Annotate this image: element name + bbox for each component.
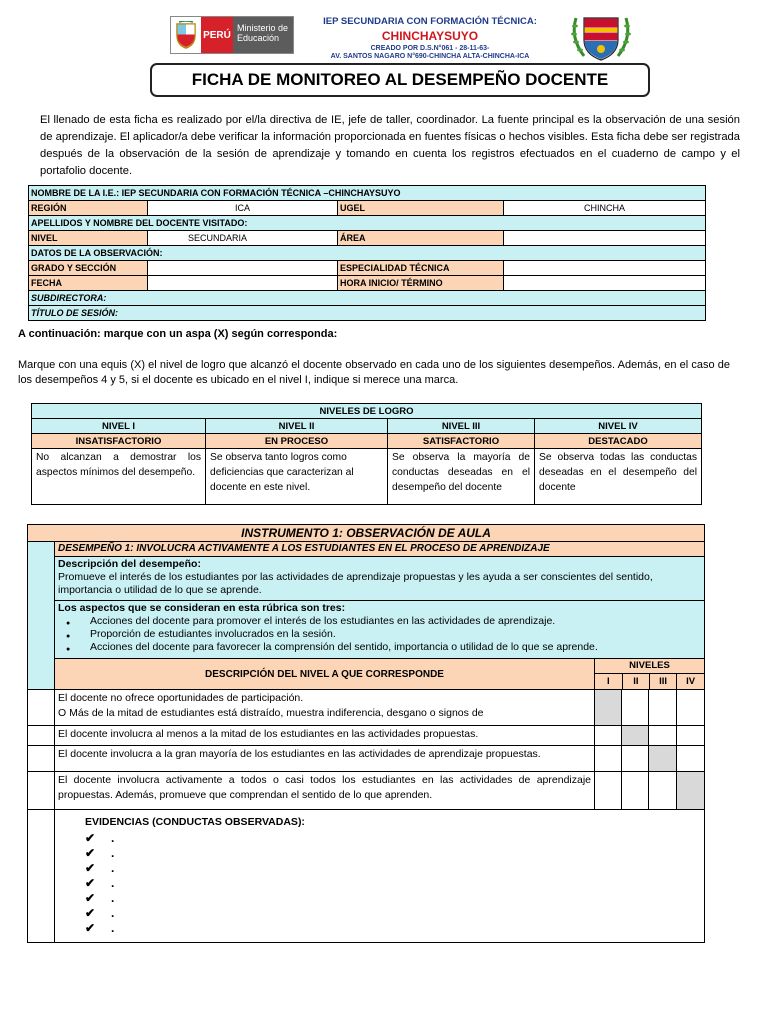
level-row-2-mark-i[interactable] (595, 726, 622, 746)
level-2-name: EN PROCESO (206, 434, 388, 449)
check-icon: ✔ (85, 905, 96, 920)
docente-label[interactable]: APELLIDOS Y NOMBRE DEL DOCENTE VISITADO: (29, 216, 706, 231)
desc-nivel-header: DESCRIPCIÓN DEL NIVEL A QUE CORRESPONDE (55, 659, 595, 690)
level-row-3-mark-ii[interactable] (622, 746, 649, 772)
hora-label: HORA INICIO/ TÉRMINO (338, 276, 504, 291)
peru-label: PERÚ (201, 17, 233, 53)
area-label: ÁREA (338, 231, 504, 246)
side-cell (28, 542, 55, 690)
level-4-name: DESTACADO (535, 434, 702, 449)
fecha-value[interactable] (148, 276, 338, 291)
aspects-block (55, 601, 705, 659)
fecha-label: FECHA (29, 276, 148, 291)
description-text: Promueve el interés de los estudiantes por las actividades de aprendizaje propuestas y les ayuda a ser conscientes del sentido, importancia o utilidad de lo que se aprende. (58, 571, 653, 596)
subdirectora-label[interactable]: SUBDIRECTORA: (29, 291, 706, 306)
level-row-1-mark-i[interactable] (595, 690, 622, 726)
description-block (55, 557, 705, 601)
check-icon: ✔ (85, 845, 96, 860)
level-row-1-mark-iii[interactable] (649, 690, 677, 726)
check-icon: ✔ (85, 920, 96, 935)
school-line1: IEP SECUNDARIA CON FORMACIÓN TÉCNICA: (323, 16, 537, 27)
aspect-item: ● Proporción de estudiantes involucrados en la sesión. (66, 628, 701, 641)
level-row-4-mark-iii[interactable] (649, 772, 677, 810)
nivel-col-i: I (595, 673, 622, 689)
nivel-col-iv: IV (677, 673, 704, 689)
aspects-label: Los aspectos que se consideran en esta rúbrica son tres: (58, 602, 346, 614)
region-label: REGIÓN (29, 201, 148, 216)
level-3-name: SATISFACTORIO (388, 434, 535, 449)
level-row-4-desc: El docente involucra activamente a todos o casi todos los estudiantes en las actividades de aprendizaje propuestas. Además, promueve que comprendan el sentido de lo que aprenden. (55, 772, 595, 810)
niveles-header-block (595, 659, 705, 690)
nivel-col-ii: II (622, 673, 649, 689)
level-1-name: INSATISFACTORIO (32, 434, 206, 449)
nivel-col-iii: III (650, 673, 677, 689)
instruction-paragraph: Marque con una equis (X) el nivel de logro que alcanzó el docente observado en cada uno de los siguientes desempeños. Además, en el caso de los desempeños 4 y 5, si el docente es ubicado en el nivel I, indique si merece una marca. (18, 359, 730, 386)
intro-paragraph: El llenado de esta ficha es realizado por el/la directiva de IE, jefe de taller, coordinador. La fuente principal es la observación de una sesión de aprendizaje. El aplicador/a debe verificar la información proporcionada en fuentes físicas o hechos visibles. Esta ficha debe ser registrada después de la observación de la sesión de aprendizaje y tomando en cuenta los registros efectuados en el cuaderno de campo y el portafolio docente. (40, 114, 740, 177)
level-row-3-mark-iii[interactable] (649, 746, 677, 772)
check-icon: ✔ (85, 890, 96, 905)
check-item[interactable]: ✔ . (85, 905, 115, 920)
datos-label: DATOS DE LA OBSERVACIÓN: (29, 246, 706, 261)
evidence-block[interactable] (55, 810, 705, 943)
hora-value[interactable] (504, 276, 706, 291)
ugel-value[interactable]: CHINCHA (504, 201, 706, 216)
row-num-cell (28, 726, 55, 746)
ministry-label: Ministerio de Educación (233, 17, 293, 53)
titulo-sesion-label[interactable]: TÍTULO DE SESIÓN: (29, 306, 706, 321)
ie-name-label: NOMBRE DE LA I.E.: IEP SECUNDARIA CON FORMACIÓN TÉCNICA –CHINCHAYSUYO (29, 186, 706, 201)
level-3-title: NIVEL III (388, 419, 535, 434)
level-row-2-mark-iv[interactable] (677, 726, 705, 746)
level-row-4-mark-ii[interactable] (622, 772, 649, 810)
level-row-1-desc: El docente no ofrece oportunidades de participación. O Más de la mitad de estudiantes está distraído, muestra indiferencia, desgano o signos de (55, 690, 595, 726)
check-item[interactable]: ✔ . (85, 890, 115, 905)
level-1-title: NIVEL I (32, 419, 206, 434)
aspect-item: ● Acciones del docente para promover el interés de los estudiantes en las actividades de aprendizaje. (66, 615, 701, 628)
check-item[interactable]: ✔ . (85, 860, 115, 875)
check-item[interactable]: ✔ . (85, 920, 115, 935)
check-item[interactable]: ✔ . (85, 830, 115, 845)
row-num-cell (28, 690, 55, 726)
row-num-cell (28, 772, 55, 810)
description-label: Descripción del desempeño: (58, 558, 201, 570)
check-icon: ✔ (85, 830, 96, 845)
level-4-title: NIVEL IV (535, 419, 702, 434)
level-row-4-mark-iv[interactable] (677, 772, 705, 810)
level-2-title: NIVEL II (206, 419, 388, 434)
level-3-desc: Se observa la mayoría de conductas deseadas en el desempeño del docente (388, 449, 535, 505)
level-row-2-mark-iii[interactable] (649, 726, 677, 746)
check-icon: ✔ (85, 875, 96, 890)
row-num-cell (28, 746, 55, 772)
level-row-3-mark-i[interactable] (595, 746, 622, 772)
level-1-desc: No alcanzan a demostrar los aspectos mínimos del desempeño. (32, 449, 206, 505)
level-row-2-desc: El docente involucra al menos a la mitad de los estudiantes en las actividades propuestas. (55, 726, 595, 746)
school-name: CHINCHAYSUYO (381, 29, 479, 43)
especialidad-label: ESPECIALIDAD TÉCNICA (338, 261, 504, 276)
evidence-side-cell (28, 810, 55, 943)
level-row-1-mark-iv[interactable] (677, 690, 705, 726)
level-2-desc: Se observa tanto logros como deficiencias que caracterizan al docente en este nivel. (206, 449, 388, 505)
page-header (0, 0, 768, 62)
area-value[interactable] (504, 231, 706, 246)
instrument-title: INSTRUMENTO 1: OBSERVACIÓN DE AULA (28, 525, 705, 542)
niveles-header: NIVELES (595, 659, 704, 673)
level-row-3-mark-iv[interactable] (677, 746, 705, 772)
nivel-value[interactable]: SECUNDARIA (148, 231, 338, 246)
level-row-3-desc: El docente involucra a la gran mayoría de los estudiantes en las actividades de aprendizaje propuestas. (55, 746, 595, 772)
level-4-desc: Se observa todas las conductas deseadas en el desempeño del docente (535, 449, 702, 505)
info-table (28, 185, 706, 321)
grado-label: GRADO Y SECCIÓN (29, 261, 148, 276)
school-decree: CREADO POR D.S.N°061 - 28-11-63- (370, 45, 490, 52)
levels-table (31, 403, 702, 505)
nivel-label: NIVEL (29, 231, 148, 246)
check-icon: ✔ (85, 860, 96, 875)
instrument-table (27, 524, 705, 943)
aspect-item: ● Acciones del docente para favorecer la comprensión del sentido, importancia o utilidad de lo que se aprende. (66, 641, 701, 654)
region-value[interactable]: ICA (148, 201, 338, 216)
desempeno-title: DESEMPEÑO 1: INVOLUCRA ACTIVAMENTE A LOS ESTUDIANTES EN EL PROCESO DE APRENDIZAJE (55, 542, 705, 557)
aspects-list (58, 615, 701, 654)
instruction-heading: A continuación: marque con un aspa (X) según corresponda: (18, 328, 338, 340)
page-title: FICHA DE MONITOREO AL DESEMPEÑO DOCENTE (150, 63, 650, 97)
level-row-2-mark-ii[interactable] (622, 726, 649, 746)
check-item[interactable]: ✔ . (85, 845, 115, 860)
level-row-1-mark-ii[interactable] (622, 690, 649, 726)
school-info (300, 16, 560, 60)
check-item[interactable]: ✔ . (85, 875, 115, 890)
ugel-label: UGEL (338, 201, 504, 216)
evidence-checklist (85, 830, 674, 935)
especialidad-value[interactable] (504, 261, 706, 276)
school-address: AV. SANTOS NAGARO N°690-CHINCHA ALTA-CHINCHA-ICA (330, 53, 530, 60)
ministry-logo (170, 16, 294, 54)
evidence-label: EVIDENCIAS (CONDUCTAS OBSERVADAS): (85, 816, 305, 828)
grado-value[interactable] (148, 261, 338, 276)
peru-shield-icon (171, 17, 201, 53)
level-row-4-mark-i[interactable] (595, 772, 622, 810)
levels-header: NIVELES DE LOGRO (32, 404, 702, 419)
school-crest-icon (568, 12, 634, 64)
